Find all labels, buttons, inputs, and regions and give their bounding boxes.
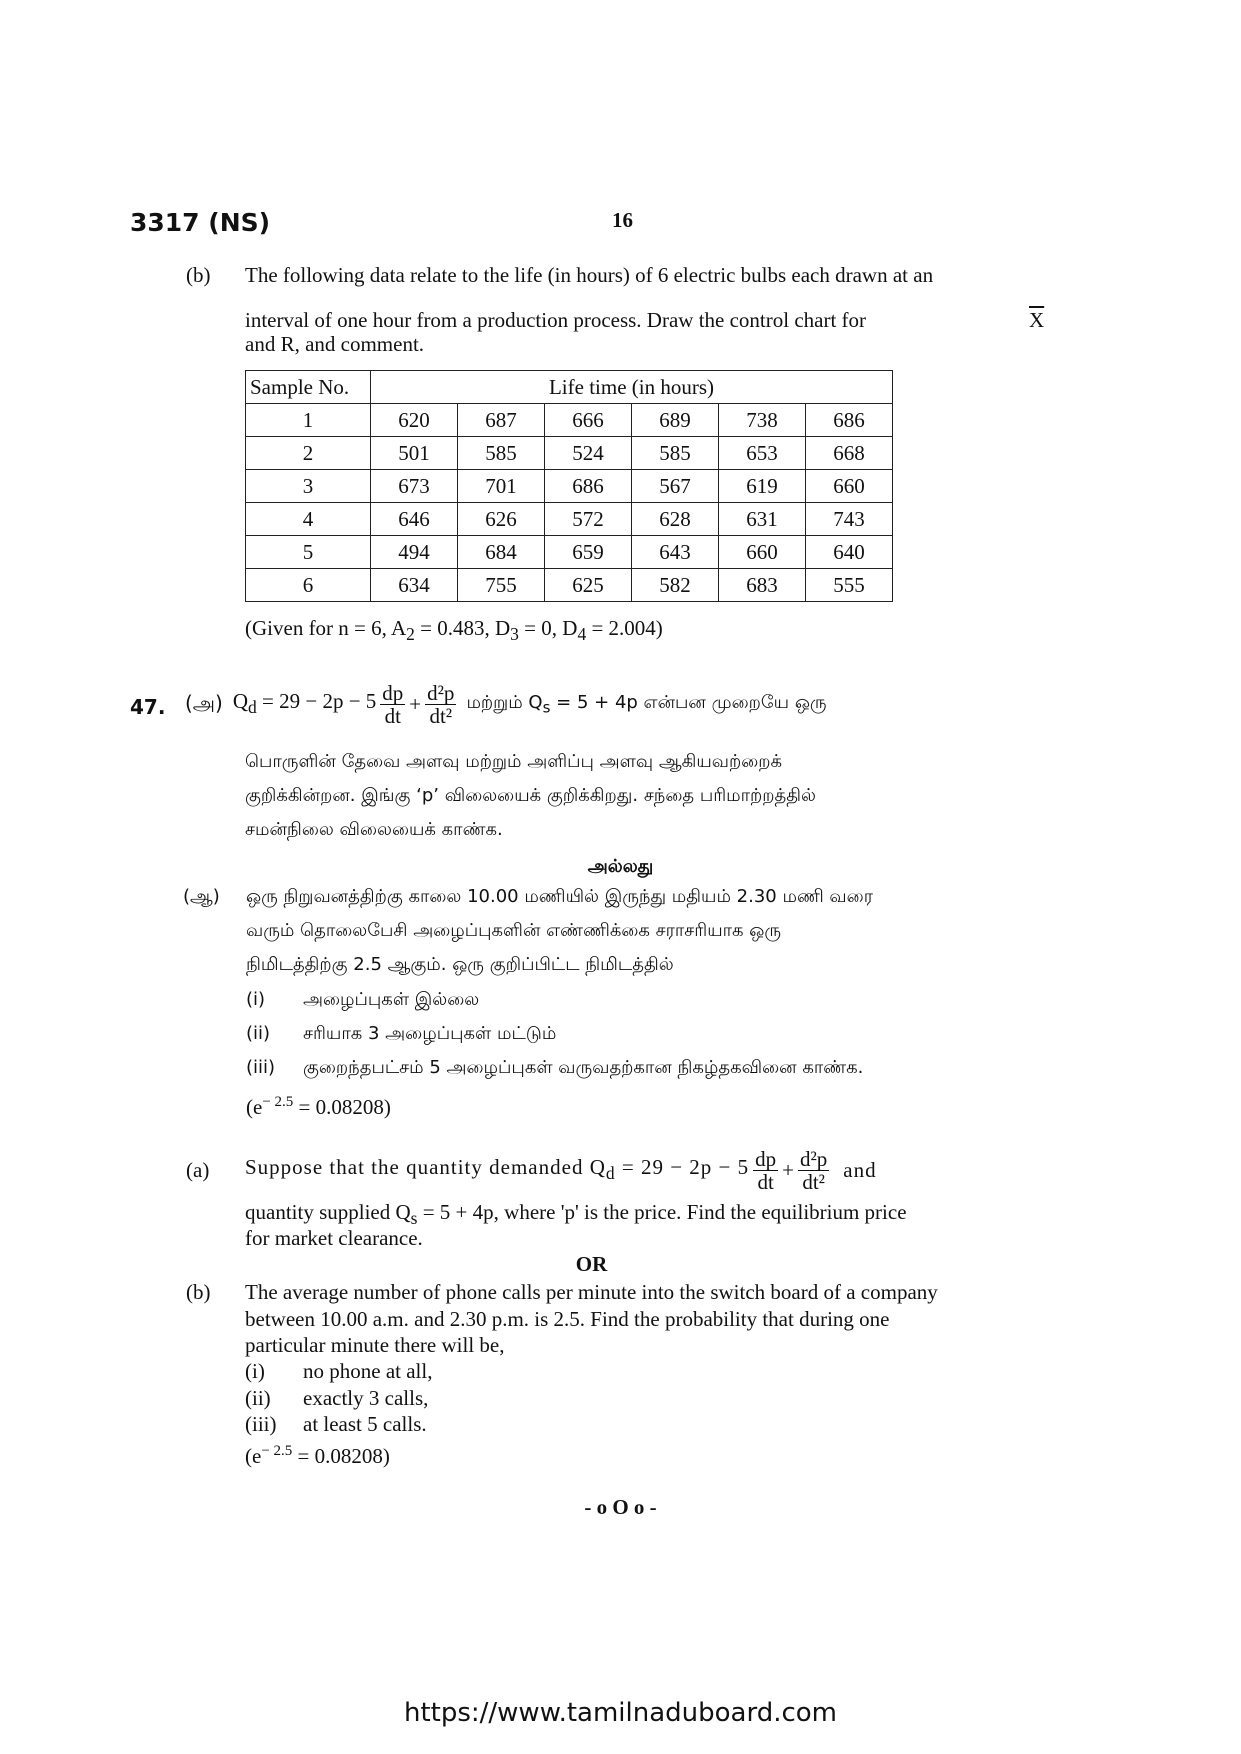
table-row	[246, 404, 893, 437]
frac2-den: dt²	[429, 703, 453, 728]
en-frac2-num: d²p	[799, 1146, 828, 1171]
life-value-cell: 494	[371, 536, 458, 569]
ta-b-item-2-text: சரியாக 3 அழைப்புகள் மட்டும்	[303, 1023, 557, 1044]
ta-a-rest2: = 5 + 4p என்பன முறையே ஒரு	[550, 691, 827, 713]
en-b-line2: between 10.00 a.m. and 2.30 p.m. is 2.5. Find the probability that during one	[245, 1307, 890, 1331]
en-a-eq: = 29 − 2p − 5	[615, 1155, 750, 1180]
life-value-cell: 668	[806, 437, 893, 470]
q47-number: 47.	[130, 695, 166, 719]
life-value-cell: 686	[545, 470, 632, 503]
life-value-cell: 743	[806, 503, 893, 536]
given-mid1: = 0.483, D	[414, 616, 511, 640]
ta-a-q-letter: Q	[232, 689, 249, 714]
life-value-cell: 673	[371, 470, 458, 503]
ta-b-exp-sup: − 2.5	[262, 1094, 294, 1110]
en-b-line1: The average number of phone calls per minute into the switch board of a company	[245, 1280, 938, 1304]
q46b-line2-text: interval of one hour from a production process. Draw the control chart for	[245, 308, 867, 332]
en-b-item-3-text: at least 5 calls.	[303, 1412, 427, 1436]
ta-a-line3: குறிக்கின்றன. இங்கு ‘p’ விலையைக் குறிக்கிறது. சந்தை பரிமாற்றத்தில்	[245, 785, 816, 806]
q46b-line1: The following data relate to the life (in hours) of 6 electric bulbs each drawn at an	[245, 263, 934, 287]
table-row	[246, 437, 893, 470]
en-b-exp-sup: − 2.5	[261, 1443, 293, 1459]
life-value-cell: 653	[719, 437, 806, 470]
life-value-cell: 659	[545, 536, 632, 569]
given-d4-sub: 4	[577, 624, 587, 645]
ta-a-rest-text: மற்றும் Q	[466, 691, 543, 713]
ta-a-q	[233, 689, 376, 718]
en-or: OR	[575, 1252, 608, 1276]
q47-ta-a-line1	[185, 674, 1055, 734]
given-end: = 2.004)	[586, 616, 663, 640]
en-a-frac1	[753, 1148, 778, 1193]
ta-a-label: (அ)	[185, 690, 223, 715]
frac1-num: dp	[382, 680, 404, 705]
life-value-cell: 626	[458, 503, 545, 536]
life-value-cell: 683	[719, 569, 806, 602]
life-value-cell: 628	[632, 503, 719, 536]
ta-or: அல்லது	[587, 856, 654, 877]
en-a-plus: +	[782, 1157, 794, 1182]
given-a-sub: 2	[406, 624, 415, 645]
given-text: (Given for n = 6, A	[245, 616, 407, 640]
en-a-frac2	[798, 1148, 829, 1193]
given-mid2: = 0, D	[518, 616, 578, 640]
en-b-label: (b)	[186, 1280, 211, 1304]
frac2-num: d²p	[427, 680, 455, 705]
sample-number-cell: 1	[246, 404, 371, 437]
sample-number-cell: 4	[246, 503, 371, 536]
life-value-cell: 640	[806, 536, 893, 569]
en-a-line2-post: = 5 + 4p, where 'p' is the price. Find the equilibrium price	[417, 1200, 907, 1224]
ta-b-item-3-label: (iii)	[246, 1057, 276, 1078]
ta-a-plus: +	[409, 691, 422, 716]
life-value-cell: 689	[632, 404, 719, 437]
life-value-cell: 620	[371, 404, 458, 437]
en-b-item-1-label: (i)	[245, 1359, 265, 1383]
frac1-den: dt	[384, 703, 401, 728]
ta-a-rest	[466, 692, 826, 717]
en-a-q-sub: d	[605, 1163, 616, 1184]
en-b-item-1-text: no phone at all,	[303, 1359, 433, 1383]
ta-b-item-2-label: (ii)	[246, 1023, 271, 1044]
ta-a-s-sub: s	[542, 698, 551, 717]
source-url[interactable]: https://www.tamilnaduboard.com	[403, 1698, 838, 1728]
life-value-cell: 567	[632, 470, 719, 503]
ta-b-item-3-text: குறைந்தபட்சம் 5 அழைப்புகள் வருவதற்கான நிகழ்தகவினை காண்க.	[303, 1057, 864, 1078]
exam-code: 3317 (NS)	[130, 208, 271, 237]
life-time-table	[245, 370, 893, 602]
ta-b-line3: நிமிடத்திற்கு 2.5 ஆகும். ஒரு குறிப்பிட்ட நிமிடத்தில்	[246, 954, 674, 975]
ta-a-eq: = 29 − 2p − 5	[256, 689, 377, 714]
life-value-cell: 687	[458, 404, 545, 437]
life-value-cell: 524	[545, 437, 632, 470]
given-d3-sub: 3	[510, 624, 519, 645]
ta-a-frac1	[380, 682, 405, 727]
ta-b-exp-pre: (e	[246, 1095, 263, 1119]
en-a-label: (a)	[186, 1158, 210, 1182]
sample-number-cell: 6	[246, 569, 371, 602]
ta-b-item-1-label: (i)	[246, 989, 266, 1010]
life-value-cell: 501	[371, 437, 458, 470]
en-a-text	[245, 1155, 749, 1184]
life-value-cell: 585	[458, 437, 545, 470]
life-value-cell: 660	[719, 536, 806, 569]
ta-b-exp	[246, 1089, 391, 1121]
ta-a-frac2	[425, 682, 456, 727]
life-value-cell: 634	[371, 569, 458, 602]
life-value-cell: 572	[545, 503, 632, 536]
ta-a-line2: பொருளின் தேவை அளவு மற்றும் அளிப்பு அளவு ஆகியவற்றைக்	[245, 751, 783, 772]
sample-number-cell: 3	[246, 470, 371, 503]
xbar-symbol: $\overline{X}$	[1029, 308, 1045, 332]
en-b-exp-pre: (e	[245, 1444, 262, 1468]
life-value-cell: 631	[719, 503, 806, 536]
en-b-item-3-label: (iii)	[245, 1412, 277, 1436]
en-a-line2-pre: quantity supplied Q	[245, 1200, 411, 1224]
life-value-cell: 646	[371, 503, 458, 536]
en-a-line1	[245, 1140, 1055, 1200]
en-a-and: and	[843, 1157, 877, 1182]
en-frac1-num: dp	[755, 1146, 777, 1171]
life-value-cell: 625	[545, 569, 632, 602]
ta-a-q-sub: d	[248, 697, 257, 718]
col-life-header: Life time (in hours)	[371, 371, 893, 404]
ta-b-line1: ஒரு நிறுவனத்திற்கு காலை 10.00 மணியில் இருந்து மதியம் 2.30 மணி வரை	[246, 886, 873, 907]
table-row	[246, 503, 893, 536]
table-row	[246, 536, 893, 569]
ta-b-line2: வரும் தொலைபேசி அழைப்புகளின் எண்ணிக்கை சராசரியாக ஒரு	[246, 920, 782, 941]
life-value-cell: 619	[719, 470, 806, 503]
life-value-cell: 643	[632, 536, 719, 569]
ta-b-item-1-text: அழைப்புகள் இல்லை	[303, 989, 480, 1010]
en-a-text-main: Suppose that the quantity demanded Q	[245, 1155, 606, 1180]
col-sample-header: Sample No.	[246, 371, 371, 404]
ta-a-line4: சமன்நிலை விலையைக் காண்க.	[245, 819, 503, 840]
en-b-item-2-text: exactly 3 calls,	[303, 1386, 429, 1410]
en-b-line3: particular minute there will be,	[245, 1333, 505, 1357]
q46b-line3: and R, and comment.	[245, 332, 425, 356]
en-b-item-2-label: (ii)	[245, 1386, 271, 1410]
sample-number-cell: 5	[246, 536, 371, 569]
q46b-label: (b)	[186, 263, 211, 287]
en-b-exp-post: = 0.08208)	[292, 1444, 390, 1468]
table-row	[246, 569, 893, 602]
life-value-cell: 738	[719, 404, 806, 437]
life-value-cell: 686	[806, 404, 893, 437]
en-a-line3: for market clearance.	[245, 1226, 423, 1250]
q46b-line2	[245, 307, 1035, 334]
en-a-line2-sub: s	[410, 1208, 418, 1229]
end-mark: - o O o -	[584, 1495, 657, 1519]
life-value-cell: 666	[545, 404, 632, 437]
en-frac1-den: dt	[757, 1169, 774, 1194]
ta-b-exp-post: = 0.08208)	[293, 1095, 391, 1119]
life-value-cell: 555	[806, 569, 893, 602]
page-number: 16	[612, 208, 633, 232]
table-header-row	[246, 371, 893, 404]
q46b-given	[245, 615, 663, 648]
life-value-cell: 660	[806, 470, 893, 503]
life-value-cell: 684	[458, 536, 545, 569]
sample-number-cell: 2	[246, 437, 371, 470]
en-frac2-den: dt²	[802, 1169, 825, 1194]
life-value-cell: 585	[632, 437, 719, 470]
life-value-cell: 701	[458, 470, 545, 503]
table-row	[246, 470, 893, 503]
life-value-cell: 755	[458, 569, 545, 602]
en-b-exp	[245, 1438, 390, 1470]
life-value-cell: 582	[632, 569, 719, 602]
ta-b-label: (ஆ)	[183, 886, 220, 907]
